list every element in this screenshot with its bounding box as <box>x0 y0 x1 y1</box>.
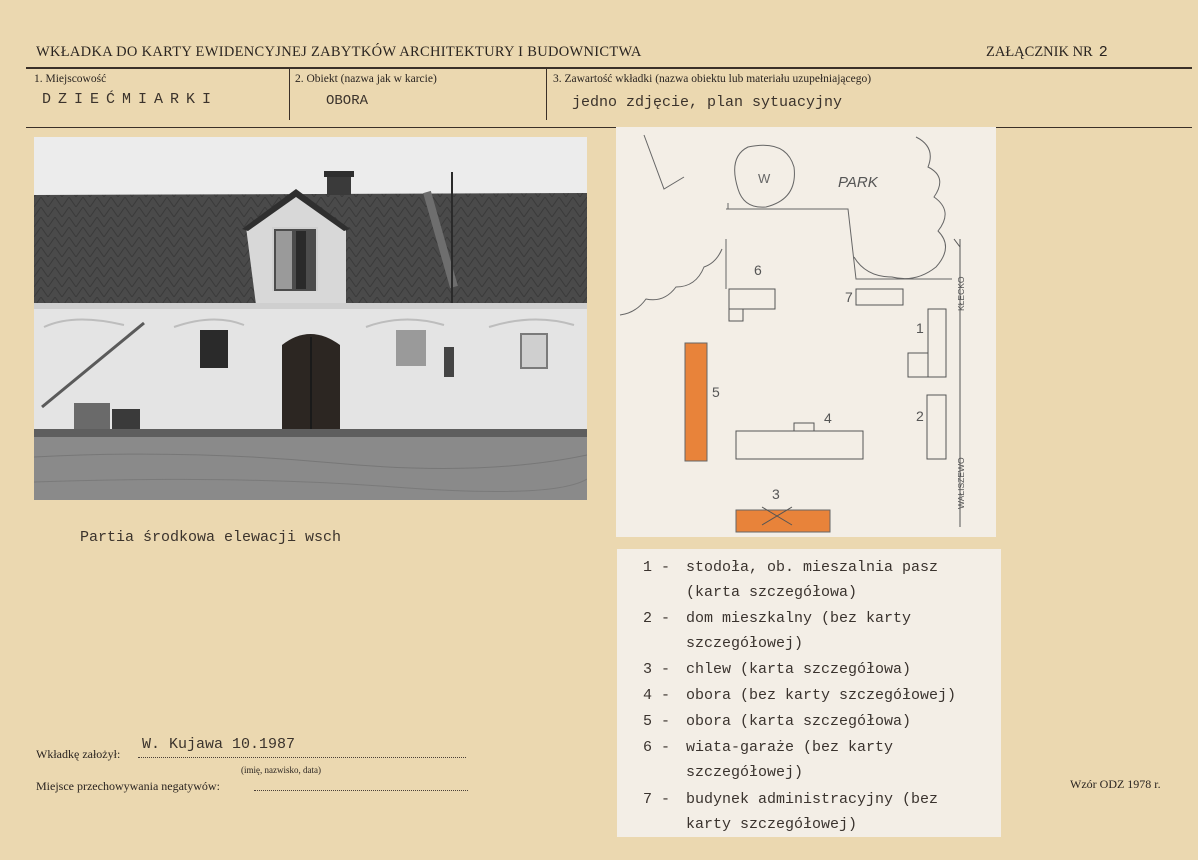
photo-caption: Partia środkowa elewacji wsch <box>80 529 342 546</box>
annex-label: ZAŁĄCZNIK NR <box>986 44 1093 60</box>
plan-w-label: W <box>758 171 771 186</box>
content-label: 3. Zawartość wkładki (nazwa obiektu lub materiału uzupełniającego) <box>553 73 872 85</box>
plan-number-2: 2 <box>916 408 924 424</box>
plan-number-7: 7 <box>845 289 853 305</box>
plan-building-5 <box>685 343 707 461</box>
header-rule-bottom <box>26 127 1192 128</box>
annex-number <box>986 44 1108 61</box>
locality-label: 1. Miejscowość <box>34 73 107 85</box>
founder-label: Wkładkę założył: <box>36 747 121 761</box>
plan-building-3 <box>736 510 830 532</box>
plan-number-1: 1 <box>916 320 924 336</box>
negatives-line <box>254 790 468 791</box>
site-plan <box>616 127 996 537</box>
founder-hint: (imię, nazwisko, data) <box>241 765 321 775</box>
founder-value: W. Kujawa 10.1987 <box>142 736 296 753</box>
card-title: WKŁADKA DO KARTY EWIDENCYJNEJ ZABYTKÓW ARCHITEKTURY I BUDOWNICTWA <box>36 44 642 60</box>
plan-number-3: 3 <box>772 486 780 502</box>
plan-number-6: 6 <box>754 262 762 278</box>
field-divider-1 <box>289 68 290 120</box>
object-label: 2. Obiekt (nazwa jak w karcie) <box>295 73 437 85</box>
plan-number-4: 4 <box>824 410 832 426</box>
plan-legend: 1 - stodoła, ob. mieszalnia pasz (karta szczegółowa) 2 - dom mieszkalny (bez karty szczegółowej) 3 - chlew (karta szczegółowa) 4 - obora (bez karty szczegółowej) 5 - obora (karta szczegółowa) 6 - wiata-garaże (bez karty szczegółowej) 7 - budynek administracyjny (bez karty szczegółowej) <box>617 549 1001 837</box>
plan-park-label: PARK <box>838 174 878 191</box>
plan-number-5: 5 <box>712 384 720 400</box>
header-rule-top <box>26 67 1192 69</box>
site-plan-drawing <box>616 127 996 537</box>
object-value: OBORA <box>326 93 369 109</box>
negatives-label: Miejsce przechowywania negatywów: <box>36 779 220 793</box>
barn-photograph <box>34 137 587 500</box>
plan-building-4 <box>736 431 863 459</box>
template-label: Wzór ODZ 1978 r. <box>1070 777 1161 791</box>
field-divider-2 <box>546 68 547 120</box>
plan-road-label-bottom: WAŁISZEWO <box>956 457 966 509</box>
content-value: jedno zdjęcie, plan sytuacyjny <box>572 94 843 111</box>
annex-number-value: 2 <box>1098 44 1108 61</box>
founder-line <box>138 757 466 758</box>
locality-value: DZIEĆMIARKI <box>42 91 219 108</box>
barn-photo-drawing <box>34 137 587 500</box>
plan-road-label-top: KŁECKO <box>956 276 966 311</box>
